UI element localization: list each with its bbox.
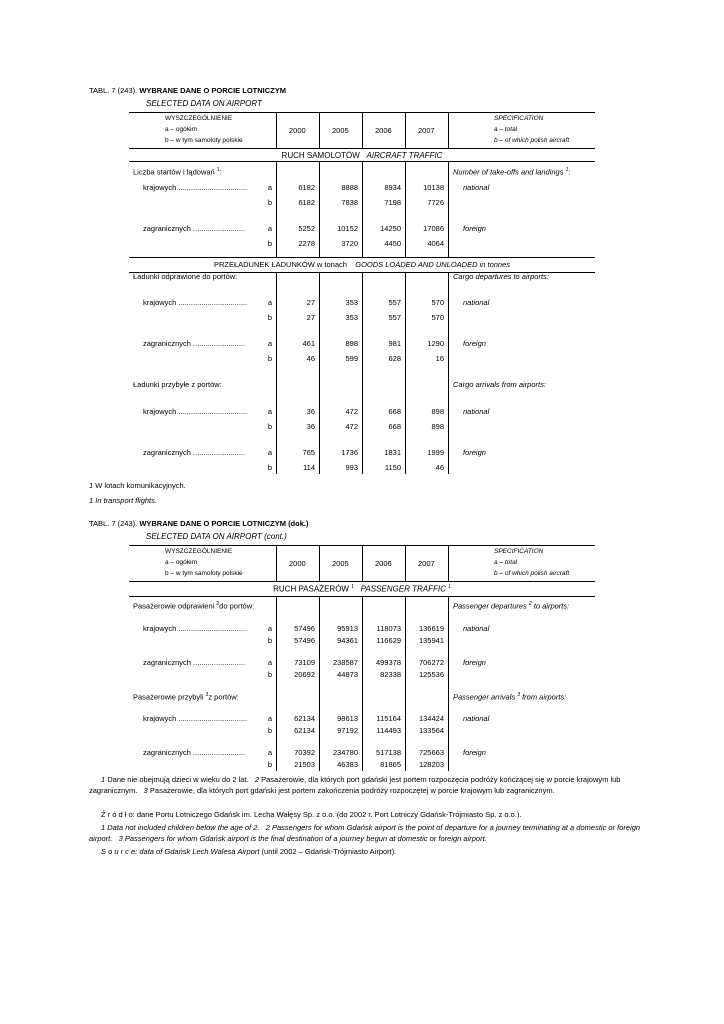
header-b-pl: b – w tym samoloty polskie [165,137,243,144]
row-label-foreign: zagranicznych ......................... [143,658,246,667]
cell: 116629 [376,636,401,645]
cell: 10138 [423,183,444,192]
header-b-en: b – of which polish aircraft [494,570,570,577]
cell: 134424 [418,714,444,723]
row-marker-a: a [267,714,272,723]
cell: 1736 [341,448,358,457]
cell: 499378 [375,658,401,667]
cell: 668 [388,422,401,431]
cell: 725663 [418,748,444,757]
cell: 557 [388,313,401,322]
table2-number: TABL. 7 (243). [89,519,138,528]
cell: 3720 [341,239,358,248]
cell: 57496 [294,636,315,645]
row-label-foreign-en: foreign [463,224,486,233]
row-label-domestic: krajowych ................................. [143,298,248,307]
cell: 8934 [384,183,401,192]
cell: 557 [388,298,401,307]
row-label-national: national [463,183,490,192]
header-spec-en: SPECIFICATION [494,548,544,555]
table1-footnote-pl: 1 W lotach komunikacyjnych. [89,481,186,490]
cell: 57496 [294,624,315,633]
row-marker-b: b [267,198,272,207]
table2-source-pl: Ź r ó d ł o: dane Portu Lotniczego Gdańsk im. Lecha Wałęsy Sp. z o.o. (do 2002 r. Port Lotniczy Gdańsk-Trójmiasto Sp. z o.o.). [101,810,522,819]
cell: 2278 [298,239,315,248]
header-spec-en: SPECIFICATION [494,115,544,122]
row-marker-b: b [267,760,272,769]
row-label-foreign: zagranicznych ......................... [143,748,246,757]
cell: 70392 [294,748,315,757]
header-a-pl: a – ogółem [165,126,198,133]
cell: 95913 [337,624,358,633]
group-passenger-arrivals-pl: Pasażerowie przybyli $^3$z portów: [133,692,239,702]
header-year-2005: 2005 [332,559,349,568]
row-label-domestic: krajowych ................................. [143,183,248,192]
cell: 62134 [294,726,315,735]
row-marker-a: a [267,224,272,233]
header-year-2006: 2006 [375,126,392,135]
cell: 14250 [380,224,401,233]
table2-title [89,519,308,528]
row-label-foreign-en: foreign [463,748,486,757]
table1-title [89,86,286,95]
cell: 4450 [384,239,401,248]
header-b-pl: b – w tym samoloty polskie [165,570,243,577]
cell: 27 [306,313,315,322]
cell: 1999 [427,448,444,457]
cell: 5252 [298,224,315,233]
row-marker-a: a [267,339,272,348]
cell: 97192 [337,726,358,735]
group-passenger-departures-pl: Pasażerowie odprawieni $^2$do portów: [133,601,255,611]
row-marker-b: b [267,670,272,679]
cell: 570 [431,313,444,322]
row-marker-b: b [267,239,272,248]
cell: 62134 [294,714,315,723]
group-takeoffs-pl: Liczba startów i lądowań $^1$: [133,167,222,177]
table1-number: TABL. 7 (243). [89,86,138,95]
group-passenger-departures-en: Passenger departures $^2$ to airports: [453,601,570,611]
group-takeoffs-en: Number of take-offs and landings $^1$: [453,167,571,177]
cell: 6182 [298,198,315,207]
cell: 136619 [418,624,444,633]
cell: 353 [345,313,358,322]
cell: 125536 [418,670,444,679]
cell: 353 [345,298,358,307]
cell: 46 [435,463,444,472]
header-year-2006: 2006 [375,559,392,568]
row-marker-a: a [267,748,272,757]
cell: 238587 [332,658,358,667]
cell: 36 [306,407,315,416]
cell: 517138 [375,748,401,757]
header-a-en: a – total [494,126,518,133]
row-marker-b: b [267,313,272,322]
header-spec-pl: WYSZCZEGÓLNIENIE [165,548,233,555]
cell: 570 [431,298,444,307]
row-marker-a: a [267,407,272,416]
table1-footnote-en: 1 In transport flights. [89,496,157,505]
group-cargo-arrivals-en: Cargo arrivals from airports: [453,380,546,389]
row-label-national: national [463,407,490,416]
cell: 6182 [298,183,315,192]
cell: 898 [345,339,358,348]
row-label-foreign-en: foreign [463,448,486,457]
cell: 898 [431,407,444,416]
row-marker-a: a [267,183,272,192]
cell: 128203 [418,760,444,769]
row-label-domestic: krajowych ................................. [143,624,248,633]
cell: 46 [306,354,315,363]
cell: 7726 [427,198,444,207]
row-label-foreign: zagranicznych ......................... [143,339,246,348]
table1-title-text: WYBRANE DANE O PORCIE LOTNICZYM [139,86,286,95]
cell: 21503 [294,760,315,769]
header-year-2007: 2007 [418,559,435,568]
cell: 10152 [337,224,358,233]
cell: 118073 [376,624,401,633]
cell: 1831 [384,448,401,457]
header-spec-pl: WYSZCZEGÓLNIENIE [165,115,233,122]
row-marker-b: b [267,726,272,735]
cell: 898 [431,422,444,431]
cell: 98613 [337,714,358,723]
row-label-domestic: krajowych ................................. [143,407,248,416]
row-marker-a: a [267,298,272,307]
cell: 133564 [418,726,444,735]
row-marker-b: b [267,636,272,645]
row-label-national: national [463,714,490,723]
cell: 993 [345,463,358,472]
row-marker-b: b [267,354,272,363]
cell: 20692 [294,670,315,679]
table2-title-text: WYBRANE DANE O PORCIE LOTNICZYM (dok.) [139,519,309,528]
cell: 115164 [376,714,401,723]
cell: 16 [435,354,444,363]
cell: 114493 [376,726,401,735]
row-marker-a: a [267,658,272,667]
row-label-foreign: zagranicznych ......................... [143,448,246,457]
header-year-2000: 2000 [289,126,306,135]
cell: 73109 [294,658,315,667]
row-label-national: national [463,624,490,633]
table2-footnotes-en: 1 Data not included children below the age of 2. 2 Passengers for whom Gdańsk airport is the point of departure for a journey terminating at a domestic or foreign airport. 3 Passengers for whom Gdańsk airport is the final destination of a journey begun at domestic or foreign airport. [89,823,641,843]
cell: 7838 [341,198,358,207]
cell: 1290 [427,339,444,348]
section-passenger-traffic: RUCH PASAŻERÓW $^1$ PASSENGER TRAFFIC $^1$ [273,584,451,594]
cell: 44873 [337,670,358,679]
table2 [129,545,595,771]
cell: 27 [306,298,315,307]
section-aircraft-traffic: RUCH SAMOLOTÓW AIRCRAFT TRAFFIC [281,151,443,160]
table2-source-en: S o u r c e: data of Gdańsk Lech Walesa Airport (until 2002 – Gdańsk-Trójmiasto Airport). [101,847,397,856]
cell: 472 [345,422,358,431]
row-marker-b: b [267,463,272,472]
group-cargo-departures-en: Cargo departures to airports: [453,272,549,281]
header-b-en: b – of which polish aircraft [494,137,570,144]
cell: 628 [388,354,401,363]
header-a-en: a – total [494,559,518,566]
row-marker-b: b [267,422,272,431]
cell: 8888 [341,183,358,192]
table1-subtitle: SELECTED DATA ON AIRPORT [146,99,262,108]
row-label-foreign-en: foreign [463,339,486,348]
row-label-foreign-en: foreign [463,658,486,667]
cell: 82338 [380,670,401,679]
cell: 765 [302,448,315,457]
cell: 234780 [332,748,358,757]
cell: 472 [345,407,358,416]
section-goods: PRZEŁADUNEK ŁADUNKÓW w tonach GOODS LOADED AND UNLOADED in tonnes [213,260,511,269]
cell: 599 [345,354,358,363]
row-label-national: national [463,298,490,307]
header-year-2007: 2007 [418,126,435,135]
row-marker-a: a [267,448,272,457]
row-label-domestic: krajowych ................................. [143,714,248,723]
header-year-2005: 2005 [332,126,349,135]
cell: 461 [302,339,315,348]
cell: 17086 [423,224,444,233]
cell: 7198 [384,198,401,207]
group-cargo-departures-pl: Ładunki odprawione do portów: [133,272,238,281]
table2-subtitle: SELECTED DATA ON AIRPORT (cont.) [146,532,287,541]
header-a-pl: a – ogółem [165,559,198,566]
table2-footnotes-pl: 1 Dane nie obejmują dzieci w wieku do 2 lat. 2 Pasażerowie, dla których port gdański jest portem rozpoczęcia podróży kończącej się w porcie krajowym lub zagranicznym. 3 Pasażerowie, dla których port gdański jest portem zakończenia podróży rozpoczętej w porcie krajowym lub zagranicznym. [89,775,621,795]
cell: 114 [303,463,315,472]
cell: 94361 [337,636,358,645]
cell: 135941 [418,636,444,645]
group-passenger-arrivals-en: Passenger arrivals $^3$ from airports: [453,692,567,702]
cell: 46383 [337,760,358,769]
cell: 706272 [418,658,444,667]
cell: 1150 [384,463,401,472]
cell: 36 [306,422,315,431]
row-marker-a: a [267,624,272,633]
group-cargo-arrivals-pl: Ładunki przybyłe z portów: [133,380,222,389]
cell: 81865 [380,760,401,769]
cell: 4064 [427,239,444,248]
cell: 668 [388,407,401,416]
table1 [129,112,595,474]
row-label-foreign: zagranicznych ......................... [143,224,246,233]
header-year-2000: 2000 [289,559,306,568]
cell: 981 [388,339,401,348]
